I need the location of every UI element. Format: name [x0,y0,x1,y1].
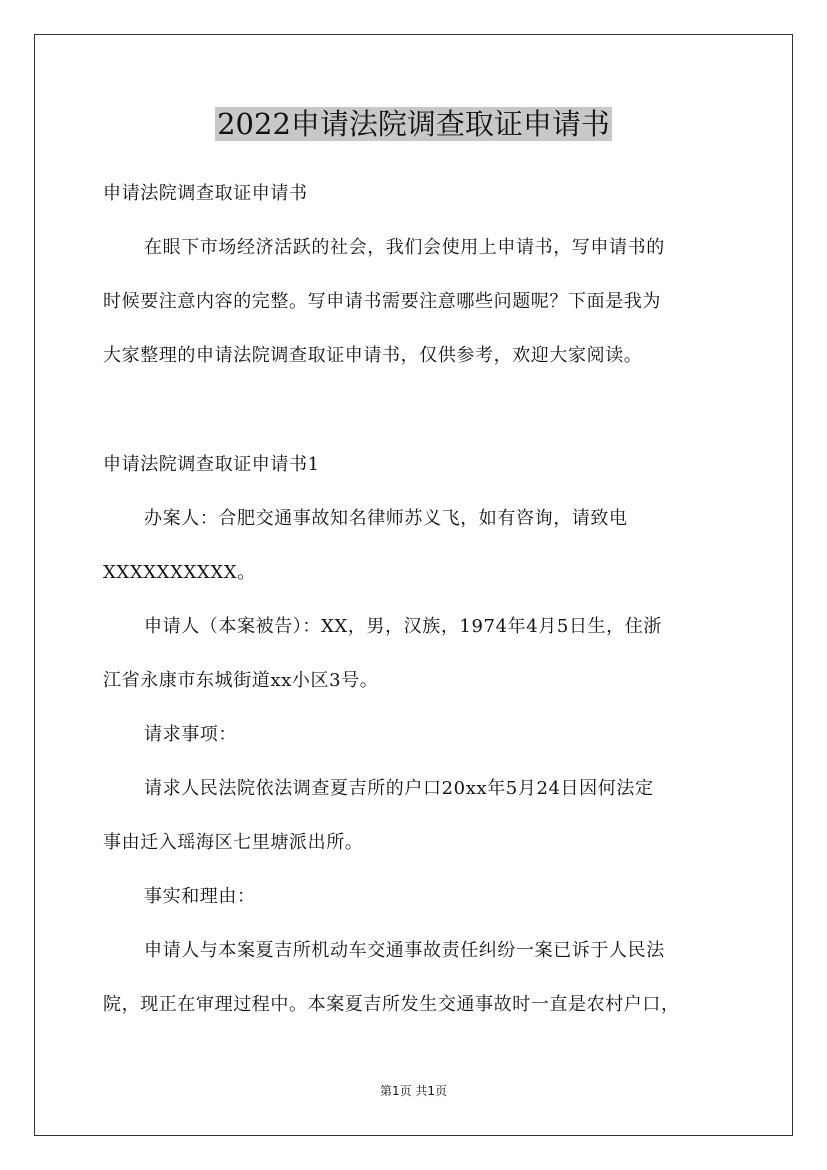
paragraph-line: 在眼下市场经济活跃的社会，我们会使用上申请书，写申请书的 [144,237,665,258]
paragraph-line: 办案人：合肥交通事故知名律师苏义飞，如有咨询，请致电 [144,508,628,529]
paragraph-line: 请求人民法院依法调查夏吉所的户口20xx年5月24日因何法定 [144,778,654,799]
paragraph-line: 申请人与本案夏吉所机动车交通事故责任纠纷一案已诉于人民法 [144,940,665,961]
paragraph-line: 江省永康市东城街道xx小区3号。 [103,670,379,691]
document-title: 2022申请法院调查取证申请书 [217,107,610,141]
paragraph-line: 申请人（本案被告）：XX，男，汉族，1974年4月5日生，住浙 [144,616,662,637]
paragraph-line: 事实和理由： [144,886,256,907]
paragraph-line: 大家整理的申请法院调查取证申请书，仅供参考，欢迎大家阅读。 [103,345,643,366]
paragraph-line: 时候要注意内容的完整。写申请书需要注意哪些问题呢？下面是我为 [103,291,661,312]
paragraph-line: XXXXXXXXXX。 [103,562,256,583]
paragraph-line: 请求事项： [144,724,237,745]
subtitle-line: 申请法院调查取证申请书 [103,183,308,204]
page-number-footer: 第1页 共1页 [379,1084,448,1098]
section-heading: 申请法院调查取证申请书1 [103,454,320,475]
paragraph-line: 院，现正在审理过程中。本案夏吉所发生交通事故时一直是农村户口， [103,994,680,1015]
paragraph-line: 事由迁入瑶海区七里塘派出所。 [103,832,364,853]
